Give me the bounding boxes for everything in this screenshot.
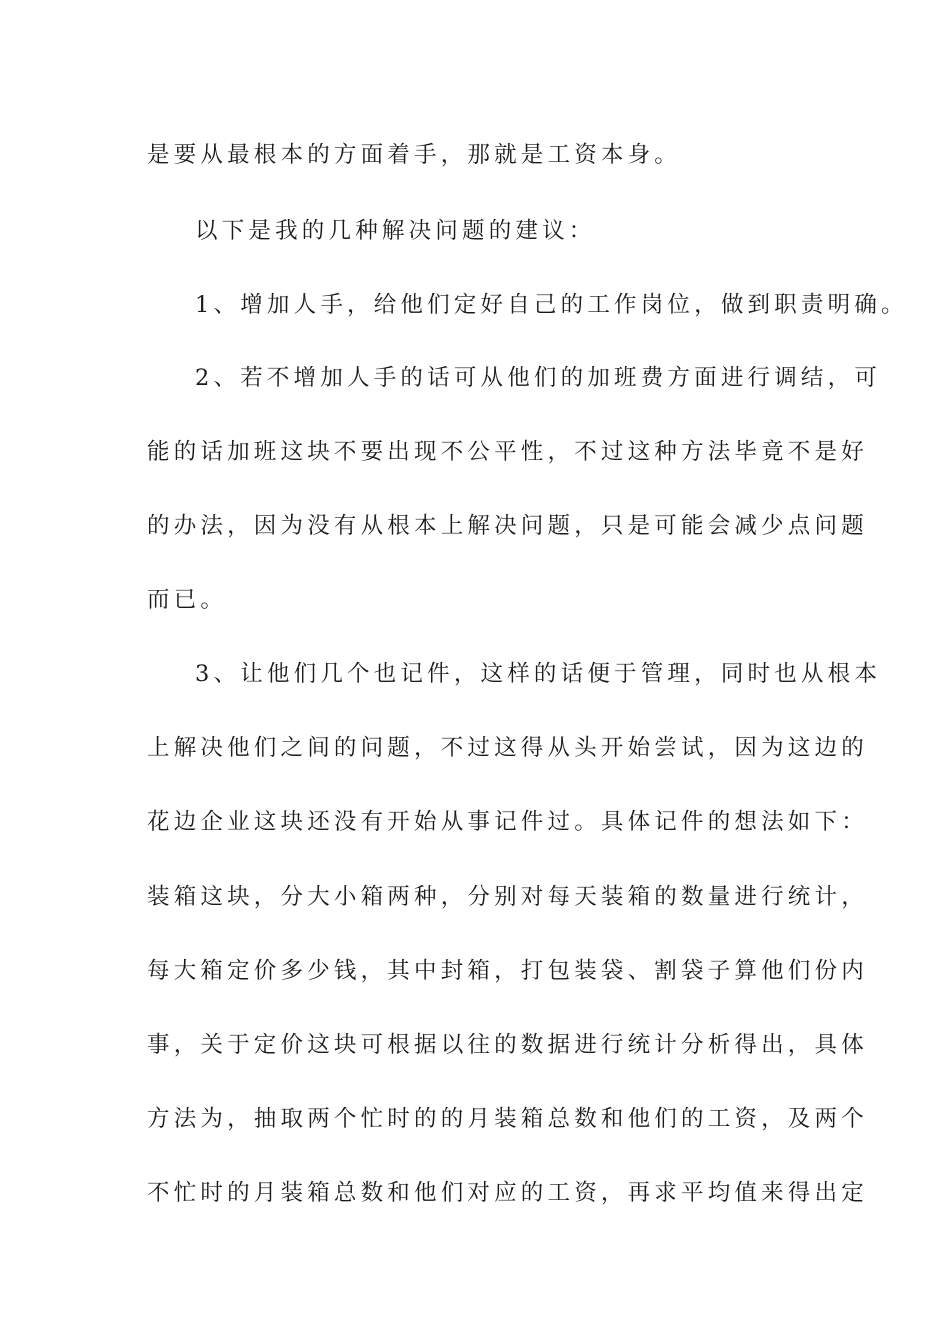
- text-line: 每大箱定价多少钱，其中封箱，打包装袋、割袋子算他们份内: [147, 958, 868, 984]
- text-line: 上解决他们之间的问题，不过这得从头开始尝试，因为这边的: [147, 735, 868, 761]
- text-line: 是要从最根本的方面着手，那就是工资本身。: [147, 142, 682, 168]
- text-line: 2、若不增加人手的话可从他们的加班费方面进行调结，可: [195, 365, 882, 391]
- text-line: 不忙时的月装箱总数和他们对应的工资，再求平均值来得出定: [147, 1180, 868, 1206]
- text-line: 花边企业这块还没有开始从事记件过。具体记件的想法如下：: [147, 809, 868, 835]
- text-line: 3、让他们几个也记件，这样的话便于管理，同时也从根本: [195, 661, 882, 687]
- text-line: 事，关于定价这块可根据以往的数据进行统计分析得出，具体: [147, 1032, 868, 1058]
- text-line: 而已。: [147, 587, 228, 613]
- text-line: 以下是我的几种解决问题的建议：: [195, 218, 596, 244]
- text-line: 的办法，因为没有从根本上解决问题，只是可能会减少点问题: [147, 513, 868, 539]
- text-line: 能的话加班这块不要出现不公平性，不过这种方法毕竟不是好: [147, 439, 868, 465]
- text-line: 1、增加人手，给他们定好自己的工作岗位，做到职责明确。: [195, 292, 908, 318]
- text-line: 装箱这块，分大小箱两种，分别对每天装箱的数量进行统计，: [147, 884, 868, 910]
- text-line: 方法为，抽取两个忙时的的月装箱总数和他们的工资，及两个: [147, 1106, 868, 1132]
